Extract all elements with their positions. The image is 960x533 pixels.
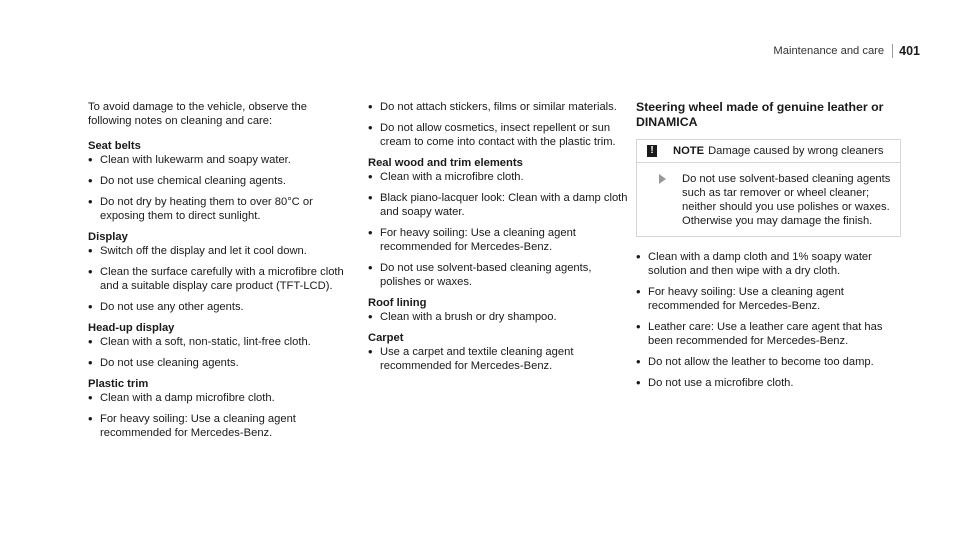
arrow-right-icon [659,174,666,184]
list-item: • Do not attach stickers, films or similar materials. [368,100,630,114]
roof-lining-heading: Roof lining [368,297,427,309]
roof-lining-list [368,310,630,324]
list-item: • Clean with a microfibre cloth. [368,170,630,184]
list-item: • Do not use solvent-based cleaning agents, polishes or waxes. [368,261,630,289]
section-title: Maintenance and care [773,45,885,57]
list-item: • Do not allow the leather to become too damp. [636,355,901,369]
list-item: • Switch off the display and let it cool down. [88,244,353,258]
carpet-section [368,331,630,373]
list-item: • For heavy soiling: Use a cleaning agent recommended for Mercedes-Benz. [636,285,901,313]
note-heading: Damage caused by wrong cleaners [708,145,884,157]
note-body [637,163,900,236]
list-item: • Use a carpet and textile cleaning agent recommended for Mercedes-Benz. [368,345,630,373]
note-text: Do not use solvent-based cleaning agents such as tar remover or wheel cleaner; neither should you use polishes or waxes. Otherwise you may damage the finish. [682,173,891,227]
list-item: • For heavy soiling: Use a cleaning agent recommended for Mercedes-Benz. [88,412,353,440]
head-up-list [88,335,353,370]
list-item: • Do not allow cosmetics, insect repellent or sun cream to come into contact with the plastic trim. [368,121,630,149]
plastic-trim-heading: Plastic trim [88,378,149,390]
display-section [88,230,353,314]
page-number: 401 [899,44,920,58]
real-wood-heading: Real wood and trim elements [368,157,523,169]
page-header [773,44,920,58]
display-list [88,244,353,314]
steering-wheel-list [636,250,901,390]
list-item: • Do not use cleaning agents. [88,356,353,370]
carpet-list [368,345,630,373]
note-box [636,139,901,237]
real-wood-list [368,170,630,289]
seat-belts-section [88,139,353,223]
intro-text: To avoid damage to the vehicle, observe the following notes on cleaning and care: [88,101,307,127]
column-2 [368,100,630,380]
list-item: • Clean the surface carefully with a microfibre cloth and a suitable display care product (TFT-LCD). [88,265,353,293]
head-up-heading: Head-up display [88,322,175,334]
note-header [637,140,900,163]
header-divider [892,44,893,58]
list-item: • Do not dry by heating them to over 80°C or exposing them to direct sunlight. [88,195,353,223]
warning-icon: ! [647,145,657,157]
list-item: • Leather care: Use a leather care agent that has been recommended for Mercedes-Benz. [636,320,901,348]
list-item: • Do not use any other agents. [88,300,353,314]
list-item: • Clean with a damp cloth and 1% soapy water solution and then wipe with a dry cloth. [636,250,901,278]
list-item: • Clean with a soft, non-static, lint-free cloth. [88,335,353,349]
plastic-trim-section [88,377,353,440]
list-item: • Do not use chemical cleaning agents. [88,174,353,188]
column-3 [636,100,901,397]
carpet-heading: Carpet [368,332,404,344]
plastic-trim-list [88,391,353,440]
list-item: • Clean with lukewarm and soapy water. [88,153,353,167]
plastic-trim-list-continued [368,100,630,149]
list-item: • Do not use a microfibre cloth. [636,376,901,390]
real-wood-section [368,156,630,289]
column-1 [88,100,353,447]
head-up-section [88,321,353,370]
steering-wheel-heading: Steering wheel made of genuine leather or DINAMICA [636,100,884,129]
seat-belts-heading: Seat belts [88,140,141,152]
list-item: • Clean with a damp microfibre cloth. [88,391,353,405]
roof-lining-section [368,296,630,324]
display-heading: Display [88,231,128,243]
seat-belts-list [88,153,353,223]
list-item: • Black piano-lacquer look: Clean with a damp cloth and soapy water. [368,191,630,219]
plastic-trim-continued [368,100,630,149]
list-item: • For heavy soiling: Use a cleaning agent recommended for Mercedes-Benz. [368,226,630,254]
note-label: NOTE [673,145,705,157]
list-item: • Clean with a brush or dry shampoo. [368,310,630,324]
